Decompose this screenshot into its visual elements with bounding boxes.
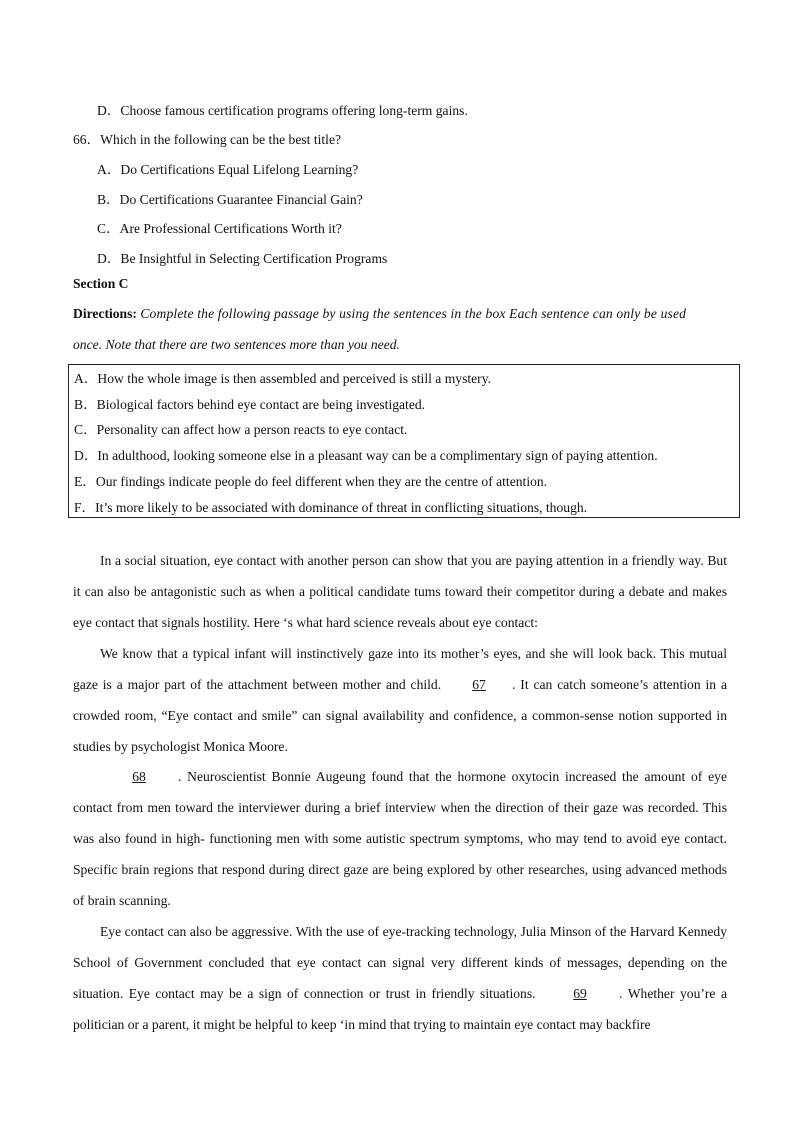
q66-option-c: C．Are Professional Certifications Worth it? (97, 221, 342, 236)
paragraph-2-text-b: . It can catch someone’s attention in a crowded room, “Eye contact and smile” can signal availability and confidence, a common-sense notion supported in studies by psychologist Monica Moore. (73, 677, 727, 754)
sentence-box (68, 364, 740, 518)
q66-option-a: A．Do Certifications Equal Lifelong Learning? (97, 162, 359, 177)
paragraph-4-text-a: Eye contact can also be aggressive. With the use of eye-tracking technology, Julia Minson of the Harvard Kennedy School of Government concluded that eye contact can signal very different kinds of messages, depending on the situation. Eye contact may be a sign of connection or trust in friendly situations. (73, 924, 727, 1001)
question-66: 66．Which in the following can be the best title? (73, 132, 342, 147)
blank-67[interactable]: 67 (472, 677, 486, 692)
paragraph-1-text: In a social situation, eye contact with another person can show that you are paying attention in a friendly way. But it can also be antagonistic such as when a political candidate tums toward their competitor during a debate and makes eye contact that signals hostility. Here ‘s what hard science reveals about eye contact: (73, 553, 727, 630)
directions-line-2: once. Note that there are two sentences more than you need. (73, 337, 400, 352)
paragraph-2-text-a: We know that a typical infant will instinctively gaze into its mother’s eyes, and she will look back. This mutual gaze is a major part of the attachment between mother and child. (73, 646, 727, 692)
blank-68[interactable]: 68 (132, 769, 146, 784)
paragraph-1 (73, 545, 727, 638)
box-sentence-e: E．Our findings indicate people do feel different when they are the centre of attention. (74, 474, 548, 489)
directions-label: Directions: (73, 306, 137, 321)
paragraph-4-text-b: . Whether you’re a politician or a parent, it might be helpful to keep ‘in mind that trying to maintain eye contact may backfire (73, 986, 727, 1032)
paragraph-3-text: . Neuroscientist Bonnie Augeung found that the hormone oxytocin increased the amount of eye contact from men toward the interviewer during a brief interview when the direction of their gaze was recorded. This was also found in high- functioning men with some autistic spectrum symptoms, who may tend to avoid eye contact. Specific brain regions that respond during direct gaze are being explored by other researches, using advanced methods of brain scanning. (73, 769, 727, 908)
blank-69[interactable]: 69 (573, 986, 587, 1001)
q66-option-d: D．Be Insightful in Selecting Certification Programs (97, 251, 388, 266)
box-sentence-f: F．It’s more likely to be associated with dominance of threat in conflicting situations, though. (74, 500, 588, 515)
directions-text-1: Complete the following passage by using the sentences in the box Each sentence can only be used (140, 306, 687, 321)
q66-option-b: B．Do Certifications Guarantee Financial Gain? (97, 192, 363, 207)
directions-line-1 (73, 306, 727, 322)
paragraph-4 (73, 916, 727, 1040)
option-d-prev: D．Choose famous certification programs offering long-term gains. (97, 103, 468, 118)
section-title: Section C (73, 276, 129, 291)
box-sentence-a: A．How the whole image is then assembled and perceived is still a mystery. (74, 371, 492, 386)
box-sentence-c: C．Personality can affect how a person reacts to eye contact. (74, 422, 408, 437)
box-sentence-b: B．Biological factors behind eye contact are being investigated. (74, 397, 426, 412)
paragraph-3 (73, 761, 727, 916)
box-sentence-d: D．In adulthood, looking someone else in a pleasant way can be a complimentary sign of paying attention. (74, 448, 658, 463)
paragraph-2 (73, 638, 727, 762)
